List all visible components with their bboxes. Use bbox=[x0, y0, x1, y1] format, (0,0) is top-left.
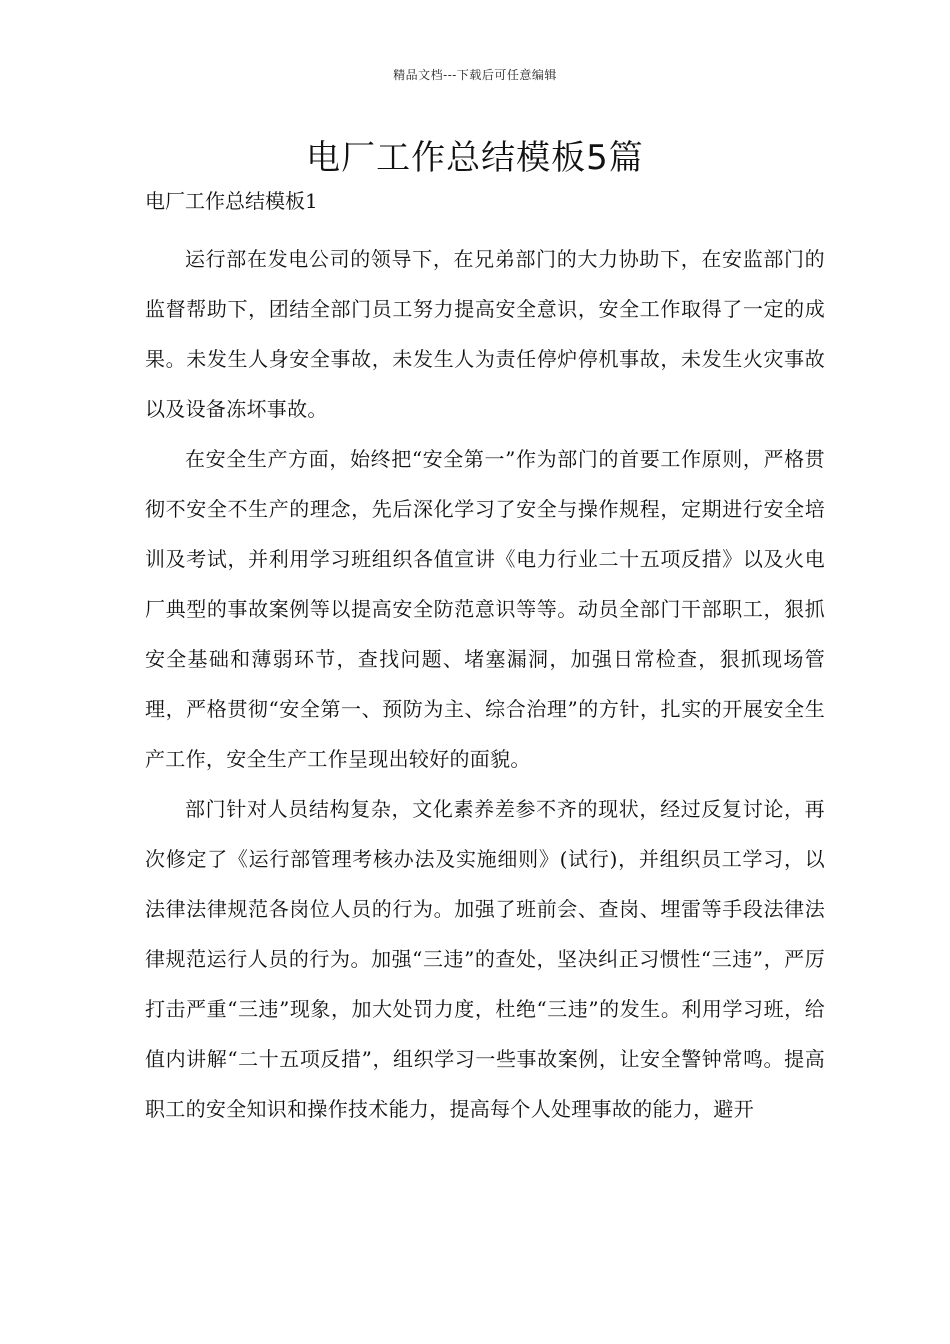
paragraph-3: 部门针对人员结构复杂，文化素养差参不齐的现状，经过反复讨论，再次修定了《运行部管理考核办法及实施细则》(试行)，并组织员工学习，以法律法律规范各岗位人员的行为。加强了班前会、查岗、埋雷等手段法律法律规范运行人员的行为。加强“三违”的查处，坚决纠正习惯性“三违”，严厉打击严重“三违”现象，加大处罚力度，杜绝“三违”的发生。利用学习班，给值内讲解“二十五项反措”，组织学习一些事故案例，让安全警钟常鸣。提高职工的安全知识和操作技术能力，提高每个人处理事故的能力，避开 bbox=[145, 797, 825, 1121]
document-title: 电厂工作总结模板5篇 bbox=[306, 138, 644, 178]
header-note: 精品文档---下载后可任意编辑 bbox=[393, 68, 557, 82]
document-body bbox=[145, 186, 825, 1134]
section-heading: 电厂工作总结模板1 bbox=[145, 189, 318, 213]
paragraph-2: 在安全生产方面，始终把“安全第一”作为部门的首要工作原则，严格贯彻不安全不生产的理念，先后深化学习了安全与操作规程，定期进行安全培训及考试，并利用学习班组织各值宣讲《电力行业二十五项反措》以及火电厂典型的事故案例等以提高安全防范意识等等。动员全部门干部职工，狠抓安全基础和薄弱环节，查找问题、堵塞漏洞，加强日常检查，狠抓现场管理，严格贯彻“安全第一、预防为主、综合治理”的方针，扎实的开展安全生产工作，安全生产工作呈现出较好的面貌。 bbox=[145, 447, 825, 771]
paragraph-1: 运行部在发电公司的领导下，在兄弟部门的大力协助下，在安监部门的监督帮助下，团结全部门员工努力提高安全意识，安全工作取得了一定的成果。未发生人身安全事故，未发生人为责任停炉停机事故，未发生火灾事故以及设备冻坏事故。 bbox=[145, 247, 825, 421]
